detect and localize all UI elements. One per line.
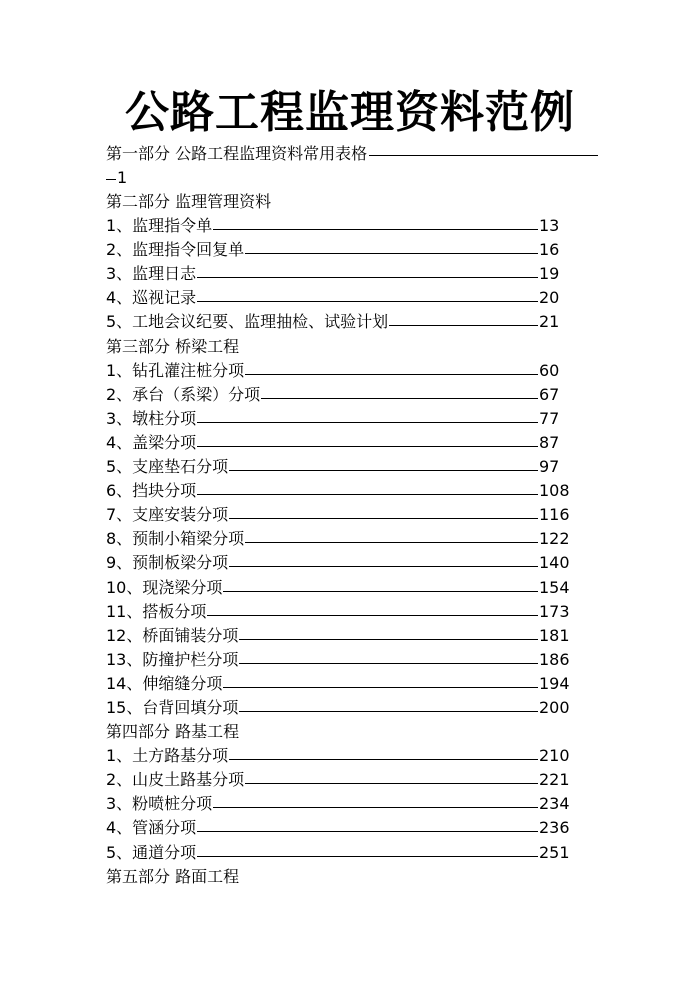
toc-leader-line	[239, 663, 538, 664]
toc-page-number: 194	[539, 673, 570, 693]
toc-page-number: 234	[539, 794, 570, 814]
toc-entry-label: 10、现浇梁分项	[106, 576, 222, 600]
toc-entry	[106, 310, 586, 334]
toc-entry	[106, 744, 586, 768]
toc-entry-label: 1、监理指令单	[106, 214, 212, 238]
toc-leader-line	[207, 615, 538, 616]
toc-entry	[106, 262, 586, 286]
toc-entry-label: 4、管涵分项	[106, 816, 196, 840]
toc-entry	[106, 672, 586, 696]
toc-section-heading: 第五部分 路面工程	[106, 866, 240, 886]
toc-page-number: 116	[539, 505, 570, 525]
table-of-contents	[106, 190, 586, 889]
toc-entry-label: 8、预制小箱梁分项	[106, 527, 244, 551]
toc-entry	[106, 383, 586, 407]
toc-entry	[106, 768, 586, 792]
toc-page-number: 108	[539, 481, 570, 501]
toc-page-number: 221	[539, 770, 570, 790]
toc-entry	[106, 286, 586, 310]
toc-entry-label: 4、盖梁分项	[106, 431, 196, 455]
toc-entry-label: 12、桥面铺装分项	[106, 624, 238, 648]
toc-entry-label: 1、土方路基分项	[106, 744, 228, 768]
toc-page-number: 87	[539, 432, 560, 452]
toc-entry	[106, 238, 586, 262]
toc-entry	[106, 648, 586, 672]
toc-leader-line	[239, 711, 538, 712]
toc-page-number: 21	[539, 312, 560, 332]
toc-entry-label: 5、工地会议纪要、监理抽检、试验计划	[106, 310, 388, 334]
toc-page-number: 77	[539, 408, 560, 428]
toc-entry	[106, 214, 586, 238]
toc-entry-label: 5、通道分项	[106, 841, 196, 865]
toc-entry-label: 3、墩柱分项	[106, 407, 196, 431]
toc-leader-line	[239, 639, 538, 640]
toc-entry-label: 1、钻孔灌注桩分项	[106, 359, 244, 383]
toc-leader-line	[223, 687, 538, 688]
toc-leader-line	[197, 831, 538, 832]
toc-entry	[106, 527, 586, 551]
toc-entry	[106, 696, 586, 720]
toc-page-number: 60	[539, 360, 560, 380]
toc-entry	[106, 600, 586, 624]
toc-page-number: 1	[117, 168, 128, 187]
toc-section-heading: 第四部分 路基工程	[106, 722, 240, 742]
toc-entry	[106, 841, 586, 865]
toc-entry-label: 3、监理日志	[106, 262, 196, 286]
toc-entry-label: 2、监理指令回复单	[106, 238, 244, 262]
toc-page-number: 210	[539, 746, 570, 766]
toc-entry-label: 15、台背回填分项	[106, 696, 238, 720]
toc-entry-label: 2、承台（系梁）分项	[106, 383, 260, 407]
toc-leader-line	[245, 783, 538, 784]
toc-entry-label: 7、支座安装分项	[106, 503, 228, 527]
toc-leader-line	[197, 301, 538, 302]
toc-page-number: 181	[539, 625, 570, 645]
toc-leader-line	[245, 374, 538, 375]
toc-page-number: 20	[539, 288, 560, 308]
toc-entry	[106, 431, 586, 455]
toc-entry-label: 13、防撞护栏分项	[106, 648, 238, 672]
toc-leader-line	[213, 807, 538, 808]
toc-entry	[106, 455, 586, 479]
toc-entry-label: 5、支座垫石分项	[106, 455, 228, 479]
toc-leader-line	[229, 759, 538, 760]
toc-entry	[106, 407, 586, 431]
toc-section-heading: 第二部分 监理管理资料	[106, 192, 272, 211]
toc-entry-label: 4、巡视记录	[106, 286, 196, 310]
toc-leader-line	[261, 398, 538, 399]
toc-page-number: 16	[539, 240, 560, 260]
toc-page-number: 251	[539, 842, 570, 862]
toc-entry	[106, 551, 586, 575]
toc-leader-line	[229, 470, 538, 471]
toc-leader-line	[223, 591, 538, 592]
toc-entry	[106, 359, 586, 383]
toc-leader-line	[197, 422, 538, 423]
toc-leader-line	[106, 179, 116, 180]
toc-part1-heading: 第一部分 公路工程监理资料常用表格	[106, 144, 368, 163]
toc-leader-line	[197, 494, 538, 495]
toc-page-number: 173	[539, 601, 570, 621]
toc-leader-line	[245, 253, 538, 254]
toc-entry	[106, 479, 586, 503]
toc-page-number: 200	[539, 697, 570, 717]
toc-leader-line	[213, 229, 538, 230]
toc-page-number: 186	[539, 649, 570, 669]
toc-page-number: 19	[539, 264, 560, 284]
toc-leader-line	[369, 155, 598, 156]
toc-leader-line	[197, 277, 538, 278]
toc-leader-line	[389, 325, 538, 326]
toc-entry	[106, 792, 586, 816]
toc-entry-label: 6、挡块分项	[106, 479, 196, 503]
toc-entry-label: 2、山皮土路基分项	[106, 768, 244, 792]
toc-page-number: 97	[539, 457, 560, 477]
document-title: 公路工程监理资料范例	[125, 87, 575, 138]
toc-entry	[106, 816, 586, 840]
toc-page-number: 154	[539, 577, 570, 597]
toc-page-number: 140	[539, 553, 570, 573]
toc-leader-line	[197, 856, 538, 857]
toc-leader-line	[197, 446, 538, 447]
toc-entry	[106, 624, 586, 648]
toc-leader-line	[229, 566, 538, 567]
toc-leader-line	[245, 542, 538, 543]
toc-entry	[106, 503, 586, 527]
toc-entry	[106, 576, 586, 600]
toc-page-number: 122	[539, 529, 570, 549]
toc-section-heading: 第三部分 桥梁工程	[106, 336, 240, 356]
toc-page-number: 236	[539, 818, 570, 838]
toc-entry-label: 3、粉喷桩分项	[106, 792, 212, 816]
toc-page-number: 67	[539, 384, 560, 404]
toc-page-number: 13	[539, 216, 560, 236]
toc-entry-label: 14、伸缩缝分项	[106, 672, 222, 696]
toc-part1-entry	[106, 142, 598, 190]
toc-entry-label: 9、预制板梁分项	[106, 551, 228, 575]
toc-entry-label: 11、搭板分项	[106, 600, 206, 624]
toc-leader-line	[229, 518, 538, 519]
